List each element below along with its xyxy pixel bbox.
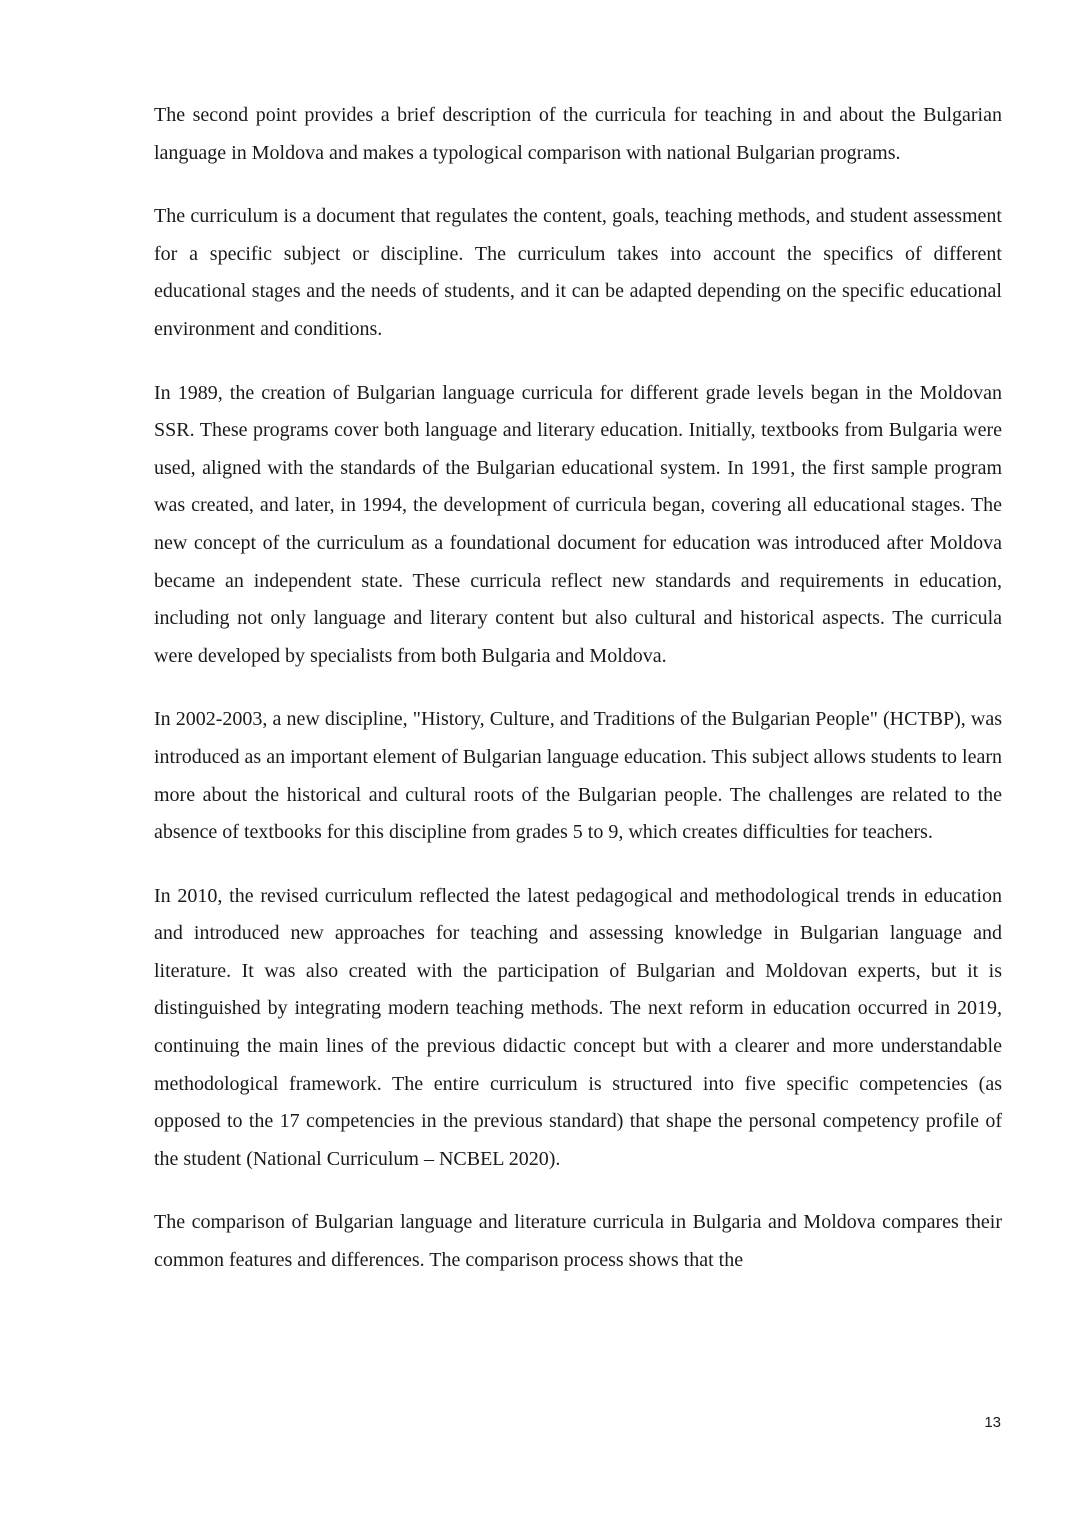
paragraph-comparison: The comparison of Bulgarian language and literature curricula in Bulgaria and Moldova compares their common features and differences. The comparison process shows that the <box>154 1211 1002 1272</box>
paragraph-1989-history: In 1989, the creation of Bulgarian language curricula for different grade levels began in the Moldovan SSR. These programs cover both language and literary education. Initially, textbooks from Bulgaria were used, aligned with the standards of the Bulgarian educational system. In 1991, the first sample program was created, and later, in 1994, the development of curricula began, covering all educational stages. The new concept of the curriculum as a foundational document for education was introduced after Moldova became an independent state. These curricula reflect new standards and requirements in education, including not only language and literary content but also cultural and historical aspects. The curricula were developed by specialists from both Bulgaria and Moldova. <box>154 381 1002 667</box>
paragraph-hctbp-discipline: In 2002-2003, a new discipline, "History, Culture, and Traditions of the Bulgarian People" (HCTBP), was introduced as an important element of Bulgarian language education. This subject allows students to learn more about the historical and cultural roots of the Bulgarian people. The challenges are related to the absence of textbooks for this discipline from grades 5 to 9, which creates difficulties for teachers. <box>154 708 1002 844</box>
paragraph-curriculum-definition: The curriculum is a document that regulates the content, goals, teaching methods, and student assessment for a specific subject or discipline. The curriculum takes into account the specifics of different educational stages and the needs of students, and it can be adapted depending on the specific educational environment and conditions. <box>154 205 1002 340</box>
paragraph-2010-revision: In 2010, the revised curriculum reflected the latest pedagogical and methodological trends in education and introduced new approaches for teaching and assessing knowledge in Bulgarian language and literature. It was also created with the participation of Bulgarian and Moldovan experts, but it is distinguished by integrating modern teaching methods. The next reform in education occurred in 2019, continuing the main lines of the previous didactic concept but with a clearer and more understandable methodological framework. The entire curriculum is structured into five specific competencies (as opposed to the 17 competencies in the previous standard) that shape the personal competency profile of the student (National Curriculum – NCBEL 2020). <box>154 884 1002 1170</box>
paragraph-curricula-intro: The second point provides a brief description of the curricula for teaching in and about the Bulgarian language in Moldova and makes a typological comparison with national Bulgarian programs. <box>154 104 1002 164</box>
document-page <box>154 97 1002 1306</box>
page-number: 13 <box>984 1414 1001 1431</box>
